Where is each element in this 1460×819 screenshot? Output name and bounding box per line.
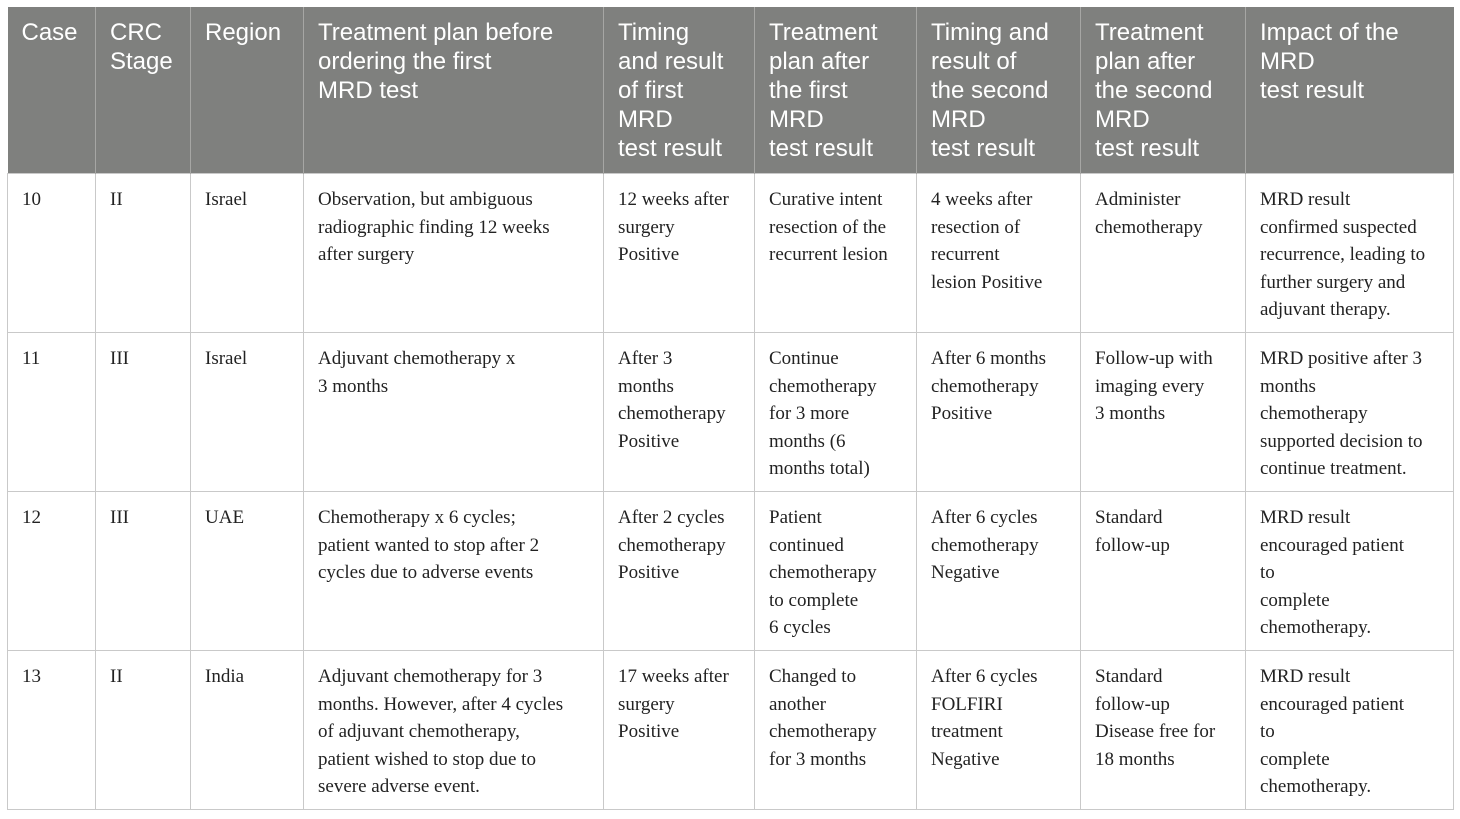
cell-plan-before: Adjuvant chemotherapy x 3 months [304, 333, 604, 492]
header-crc-stage: CRC Stage [96, 7, 191, 174]
cell-plan-before: Adjuvant chemotherapy for 3 months. However, after 4 cycles of adjuvant chemotherapy, patient wished to stop due to severe adverse event. [304, 651, 604, 810]
table-row [8, 174, 1454, 333]
cell-second-test: After 6 months chemotherapy Positive [917, 333, 1081, 492]
cell-first-test: 17 weeks after surgery Positive [604, 651, 755, 810]
cell-plan-before: Chemotherapy x 6 cycles; patient wanted to stop after 2 cycles due to adverse events [304, 492, 604, 651]
header-plan-before: Treatment plan before ordering the first MRD test [304, 7, 604, 174]
cell-stage: III [96, 492, 191, 651]
cell-plan-after-second: Follow-up with imaging every 3 months [1081, 333, 1246, 492]
cell-impact: MRD positive after 3 months chemotherapy supported decision to continue treatment. [1246, 333, 1454, 492]
cell-first-test: 12 weeks after surgery Positive [604, 174, 755, 333]
table-row [8, 333, 1454, 492]
header-case: Case [8, 7, 96, 174]
cell-plan-before: Observation, but ambiguous radiographic finding 12 weeks after surgery [304, 174, 604, 333]
cell-case: 10 [8, 174, 96, 333]
cell-first-test: After 3 months chemotherapy Positive [604, 333, 755, 492]
cell-plan-after-second: Administer chemotherapy [1081, 174, 1246, 333]
cell-plan-after-first: Changed to another chemotherapy for 3 months [755, 651, 917, 810]
cell-second-test: After 6 cycles chemotherapy Negative [917, 492, 1081, 651]
cell-second-test: After 6 cycles FOLFIRI treatment Negative [917, 651, 1081, 810]
header-second-test: Timing and result of the second MRD test result [917, 7, 1081, 174]
cell-second-test: 4 weeks after resection of recurrent lesion Positive [917, 174, 1081, 333]
cell-first-test: After 2 cycles chemotherapy Positive [604, 492, 755, 651]
cell-stage: III [96, 333, 191, 492]
cell-region: India [191, 651, 304, 810]
header-impact: Impact of the MRD test result [1246, 7, 1454, 174]
cell-case: 11 [8, 333, 96, 492]
header-first-test: Timing and result of first MRD test result [604, 7, 755, 174]
header-plan-after-first: Treatment plan after the first MRD test result [755, 7, 917, 174]
header-row [8, 7, 1454, 174]
cell-impact: MRD result confirmed suspected recurrence, leading to further surgery and adjuvant therapy. [1246, 174, 1454, 333]
cell-plan-after-second: Standard follow-up [1081, 492, 1246, 651]
cell-case: 12 [8, 492, 96, 651]
table-row [8, 651, 1454, 810]
cell-region: Israel [191, 174, 304, 333]
cell-impact: MRD result encouraged patient to complete chemotherapy. [1246, 492, 1454, 651]
cell-stage: II [96, 651, 191, 810]
cell-impact: MRD result encouraged patient to complete chemotherapy. [1246, 651, 1454, 810]
cell-plan-after-first: Patient continued chemotherapy to complete 6 cycles [755, 492, 917, 651]
cell-region: Israel [191, 333, 304, 492]
cell-plan-after-first: Continue chemotherapy for 3 more months (6 months total) [755, 333, 917, 492]
cell-case: 13 [8, 651, 96, 810]
cell-stage: II [96, 174, 191, 333]
cell-plan-after-second: Standard follow-up Disease free for 18 months [1081, 651, 1246, 810]
table-row [8, 492, 1454, 651]
case-table [7, 7, 1454, 810]
header-plan-after-second: Treatment plan after the second MRD test result [1081, 7, 1246, 174]
cell-plan-after-first: Curative intent resection of the recurrent lesion [755, 174, 917, 333]
header-region: Region [191, 7, 304, 174]
cell-region: UAE [191, 492, 304, 651]
